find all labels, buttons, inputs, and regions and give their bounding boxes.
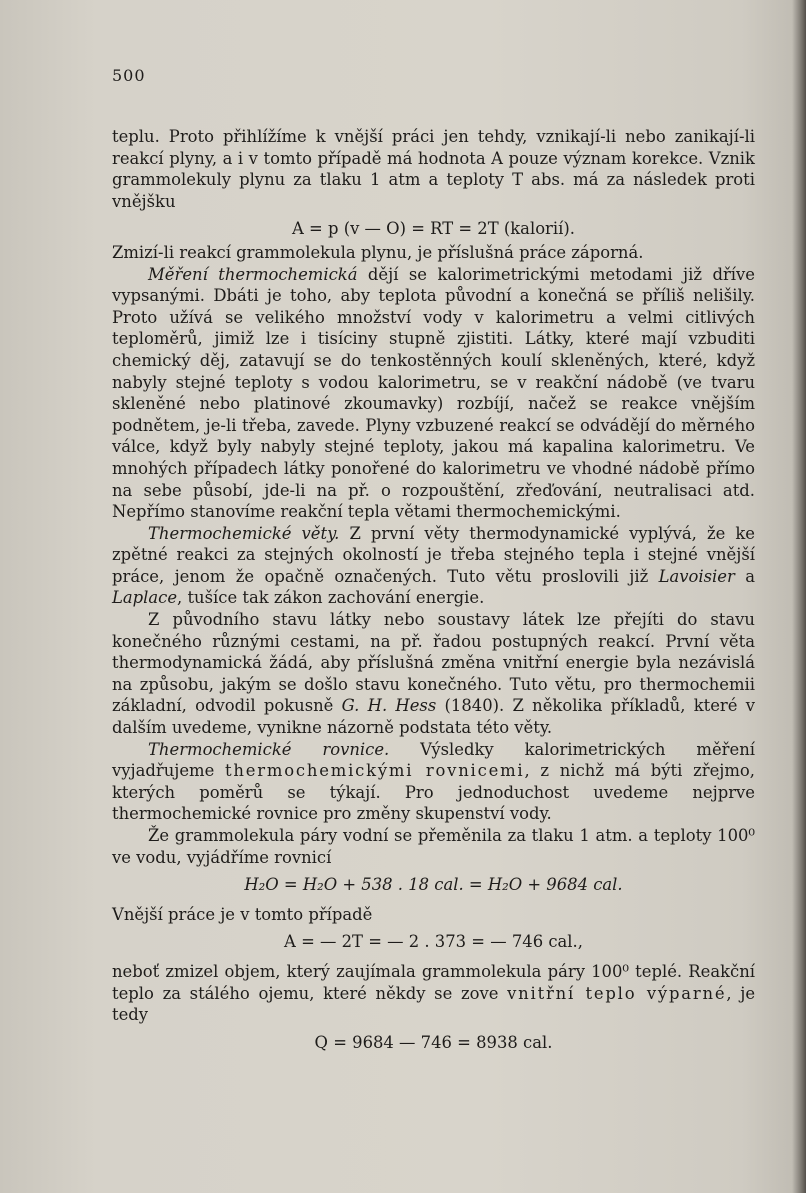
heat-text-b: , je tedy xyxy=(112,983,756,1025)
equation-condensation: H₂O = H₂O + 538 . 18 cal. = H₂O + 9684 cal. xyxy=(244,875,623,895)
paragraph-heat xyxy=(112,961,755,1026)
paragraph-measurement xyxy=(112,264,755,523)
paragraph-laws xyxy=(112,523,755,609)
equation-external-work: A = — 2T = — 2 . 373 = — 746 cal., xyxy=(284,932,583,952)
paragraph-steam: Že grammolekula páry vodní se přeměnila za tlaku 1 atm. a teploty 100⁰ ve vodu, vyjádříme rovnicí xyxy=(112,826,755,867)
equation-work: A = p (v — O) = RT = 2T (kalorií). xyxy=(292,219,575,239)
heading-equations: Thermochemické rovnice. xyxy=(148,739,390,759)
hess-text-a: Z původního stavu látky nebo soustavy látek lze přejíti do stavu konečného různými cestami, na př. řadou postupných reakcí. První věta thermodynamická žádá, aby příslušná změna vnitřní energie byla nezávislá na způsobu, jakým se došlo stavu konečného. Tuto větu, pro thermochemii základní, odvodil pokusně xyxy=(112,610,755,716)
heat-term: vnitřní teplo výparné xyxy=(507,983,727,1003)
name-lavoisier: Lavoisier xyxy=(658,566,735,586)
equations-term: thermochemickými rovnicemi xyxy=(225,761,525,781)
body-text xyxy=(112,126,755,1061)
laws-text-b: a xyxy=(734,566,755,586)
hess-text-b: (1840). Z několika příkladů, které v dalším uvedeme, vynikne názorně podstata této věty. xyxy=(112,696,756,738)
equations-text-b: , z nichž má býti zřejmo, kterých poměrů se týkají. Pro jednoduchost uvedeme nejprve thermochemické rovnice pro změny skupenství vody. xyxy=(112,761,755,824)
heading-laws: Thermochemické věty. xyxy=(148,523,340,543)
measurement-text: dějí se kalorimetrickými metodami již dříve vypsanými. Dbáti je toho, aby teplota původní a konečná se příliš nelišily. Proto užívá se velikého množství vody v kalorimetru a velmi citlivých teploměrů, jimiž lze i tisíciny stupně zjistiti. Látky, které mají vzbuditi chemický děj, zatavují se do tenkostěnných koulí skleněných, které, když nabyly stejné teploty s vodou kalorimetru, se v reakční nádobě (ve tvaru skleněné nebo platinové zkoumavky) rozbíjí, načež se reakce vnějším podnětem, je-li třeba, zavede. Plyny vzbuzené reakcí se odvádějí do měrného válce, když byly nabyly stejné teploty, jakou má kapalina kalorimetru. Ve mnohých případech látky ponořené do kalorimetru ve vhodné nádobě přímo na sebe působí, jde-li na př. o rozpouštění, zřeďování, neutralisaci atd. Nepřímo stanovíme reakční tepla větami thermochemickými. xyxy=(112,264,756,522)
heat-text-a: neboť zmizel objem, který zaujímala grammolekula páry 100⁰ teplé. Reakční teplo za stálého ojemu, které někdy se zove xyxy=(112,961,755,1003)
equations-text-a: Výsledky kalorimetrických měření vyjadřujeme xyxy=(112,739,755,781)
paragraph-2: Zmizí-li reakcí grammolekula plynu, je příslušná práce záporná. xyxy=(112,242,644,262)
name-hess: G. H. Hess xyxy=(341,696,437,716)
equation-internal-heat: Q = 9684 — 746 = 8938 cal. xyxy=(314,1032,553,1052)
page-number: 500 xyxy=(112,66,146,85)
paragraph-work-case: Vnější práce je v tomto případě xyxy=(112,904,373,924)
name-laplace: Laplace xyxy=(112,588,178,608)
paragraph-hess xyxy=(112,609,755,739)
paragraph-equations xyxy=(112,739,755,825)
page-edge-shadow xyxy=(792,0,806,1193)
laws-text-c: , tušíce tak zákon zachování energie. xyxy=(177,588,485,608)
laws-text-a: Z první věty thermodynamické vyplývá, že ke zpětné reakci za stejných okolností je třeba stejného tepla i stejné vnější práce, jenom že opačně označených. Tuto větu proslovili již xyxy=(112,523,755,586)
heading-measurement: Měření thermochemická xyxy=(148,264,358,284)
paragraph-1: teplu. Proto přihlížíme k vnější práci jen tehdy, vznikají-li nebo zanikají-li reakcí plyny, a i v tomto případě má hodnota A pouze význam korekce. Vznik grammolekuly plynu za tlaku 1 atm a teploty T abs. má za následek proti vnějšku xyxy=(112,127,755,211)
